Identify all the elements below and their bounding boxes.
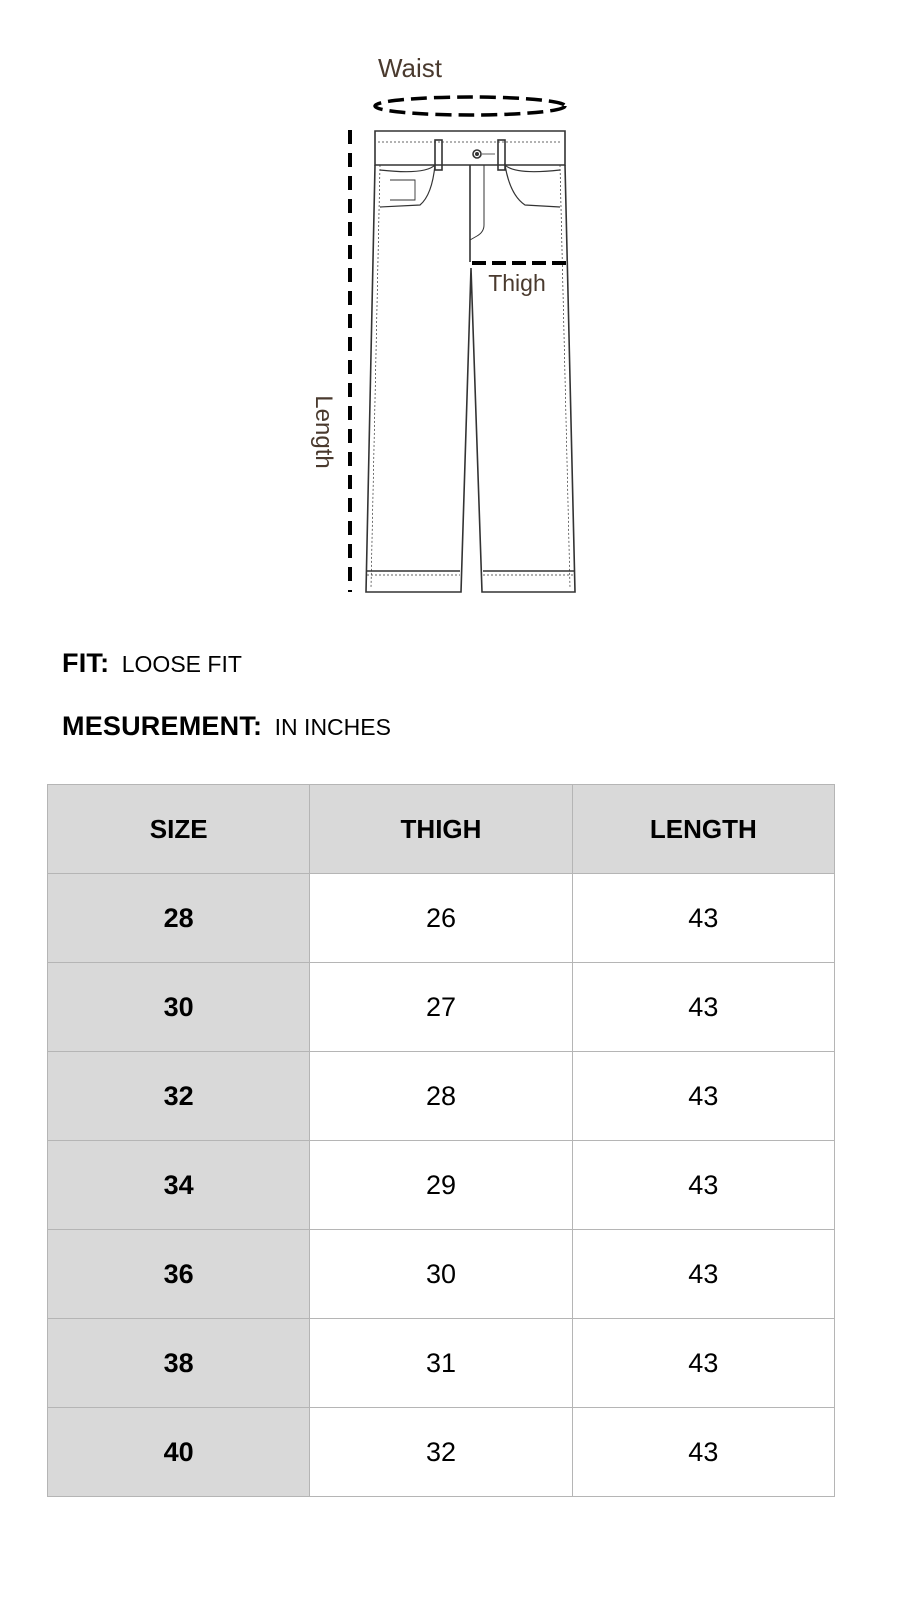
measurement-info [62,711,391,742]
size-cell: 28 [48,874,310,963]
table-row [48,1408,835,1497]
length-cell: 43 [572,1052,834,1141]
waist-label: Waist [377,53,443,83]
size-chart-table [47,784,835,1497]
header-size: SIZE [48,785,310,874]
fit-label: FIT: [62,648,110,678]
length-cell: 43 [572,963,834,1052]
length-label: Length [310,395,337,469]
header-length: LENGTH [572,785,834,874]
thigh-cell: 26 [310,874,572,963]
table-row [48,1141,835,1230]
pants-illustration [0,0,899,630]
length-cell: 43 [572,1230,834,1319]
table-row [48,963,835,1052]
pants-diagram [0,0,899,630]
size-cell: 36 [48,1230,310,1319]
thigh-cell: 28 [310,1052,572,1141]
length-cell: 43 [572,1319,834,1408]
pants-outline [366,131,575,592]
header-thigh: THIGH [310,785,572,874]
size-cell: 34 [48,1141,310,1230]
thigh-cell: 31 [310,1319,572,1408]
thigh-label: Thigh [488,270,546,296]
measurement-value: IN INCHES [274,714,391,740]
length-cell: 43 [572,874,834,963]
table-row [48,1230,835,1319]
table-row [48,874,835,963]
size-cell: 30 [48,963,310,1052]
thigh-cell: 27 [310,963,572,1052]
table-row [48,1052,835,1141]
thigh-cell: 29 [310,1141,572,1230]
measurement-label: MESUREMENT: [62,711,263,741]
size-cell: 40 [48,1408,310,1497]
table-row [48,1319,835,1408]
thigh-cell: 30 [310,1230,572,1319]
table-header-row [48,785,835,874]
size-cell: 38 [48,1319,310,1408]
waist-measure-line [375,97,565,115]
fit-value: LOOSE FIT [121,651,242,677]
thigh-cell: 32 [310,1408,572,1497]
fit-info [62,648,242,679]
length-cell: 43 [572,1141,834,1230]
length-cell: 43 [572,1408,834,1497]
size-cell: 32 [48,1052,310,1141]
